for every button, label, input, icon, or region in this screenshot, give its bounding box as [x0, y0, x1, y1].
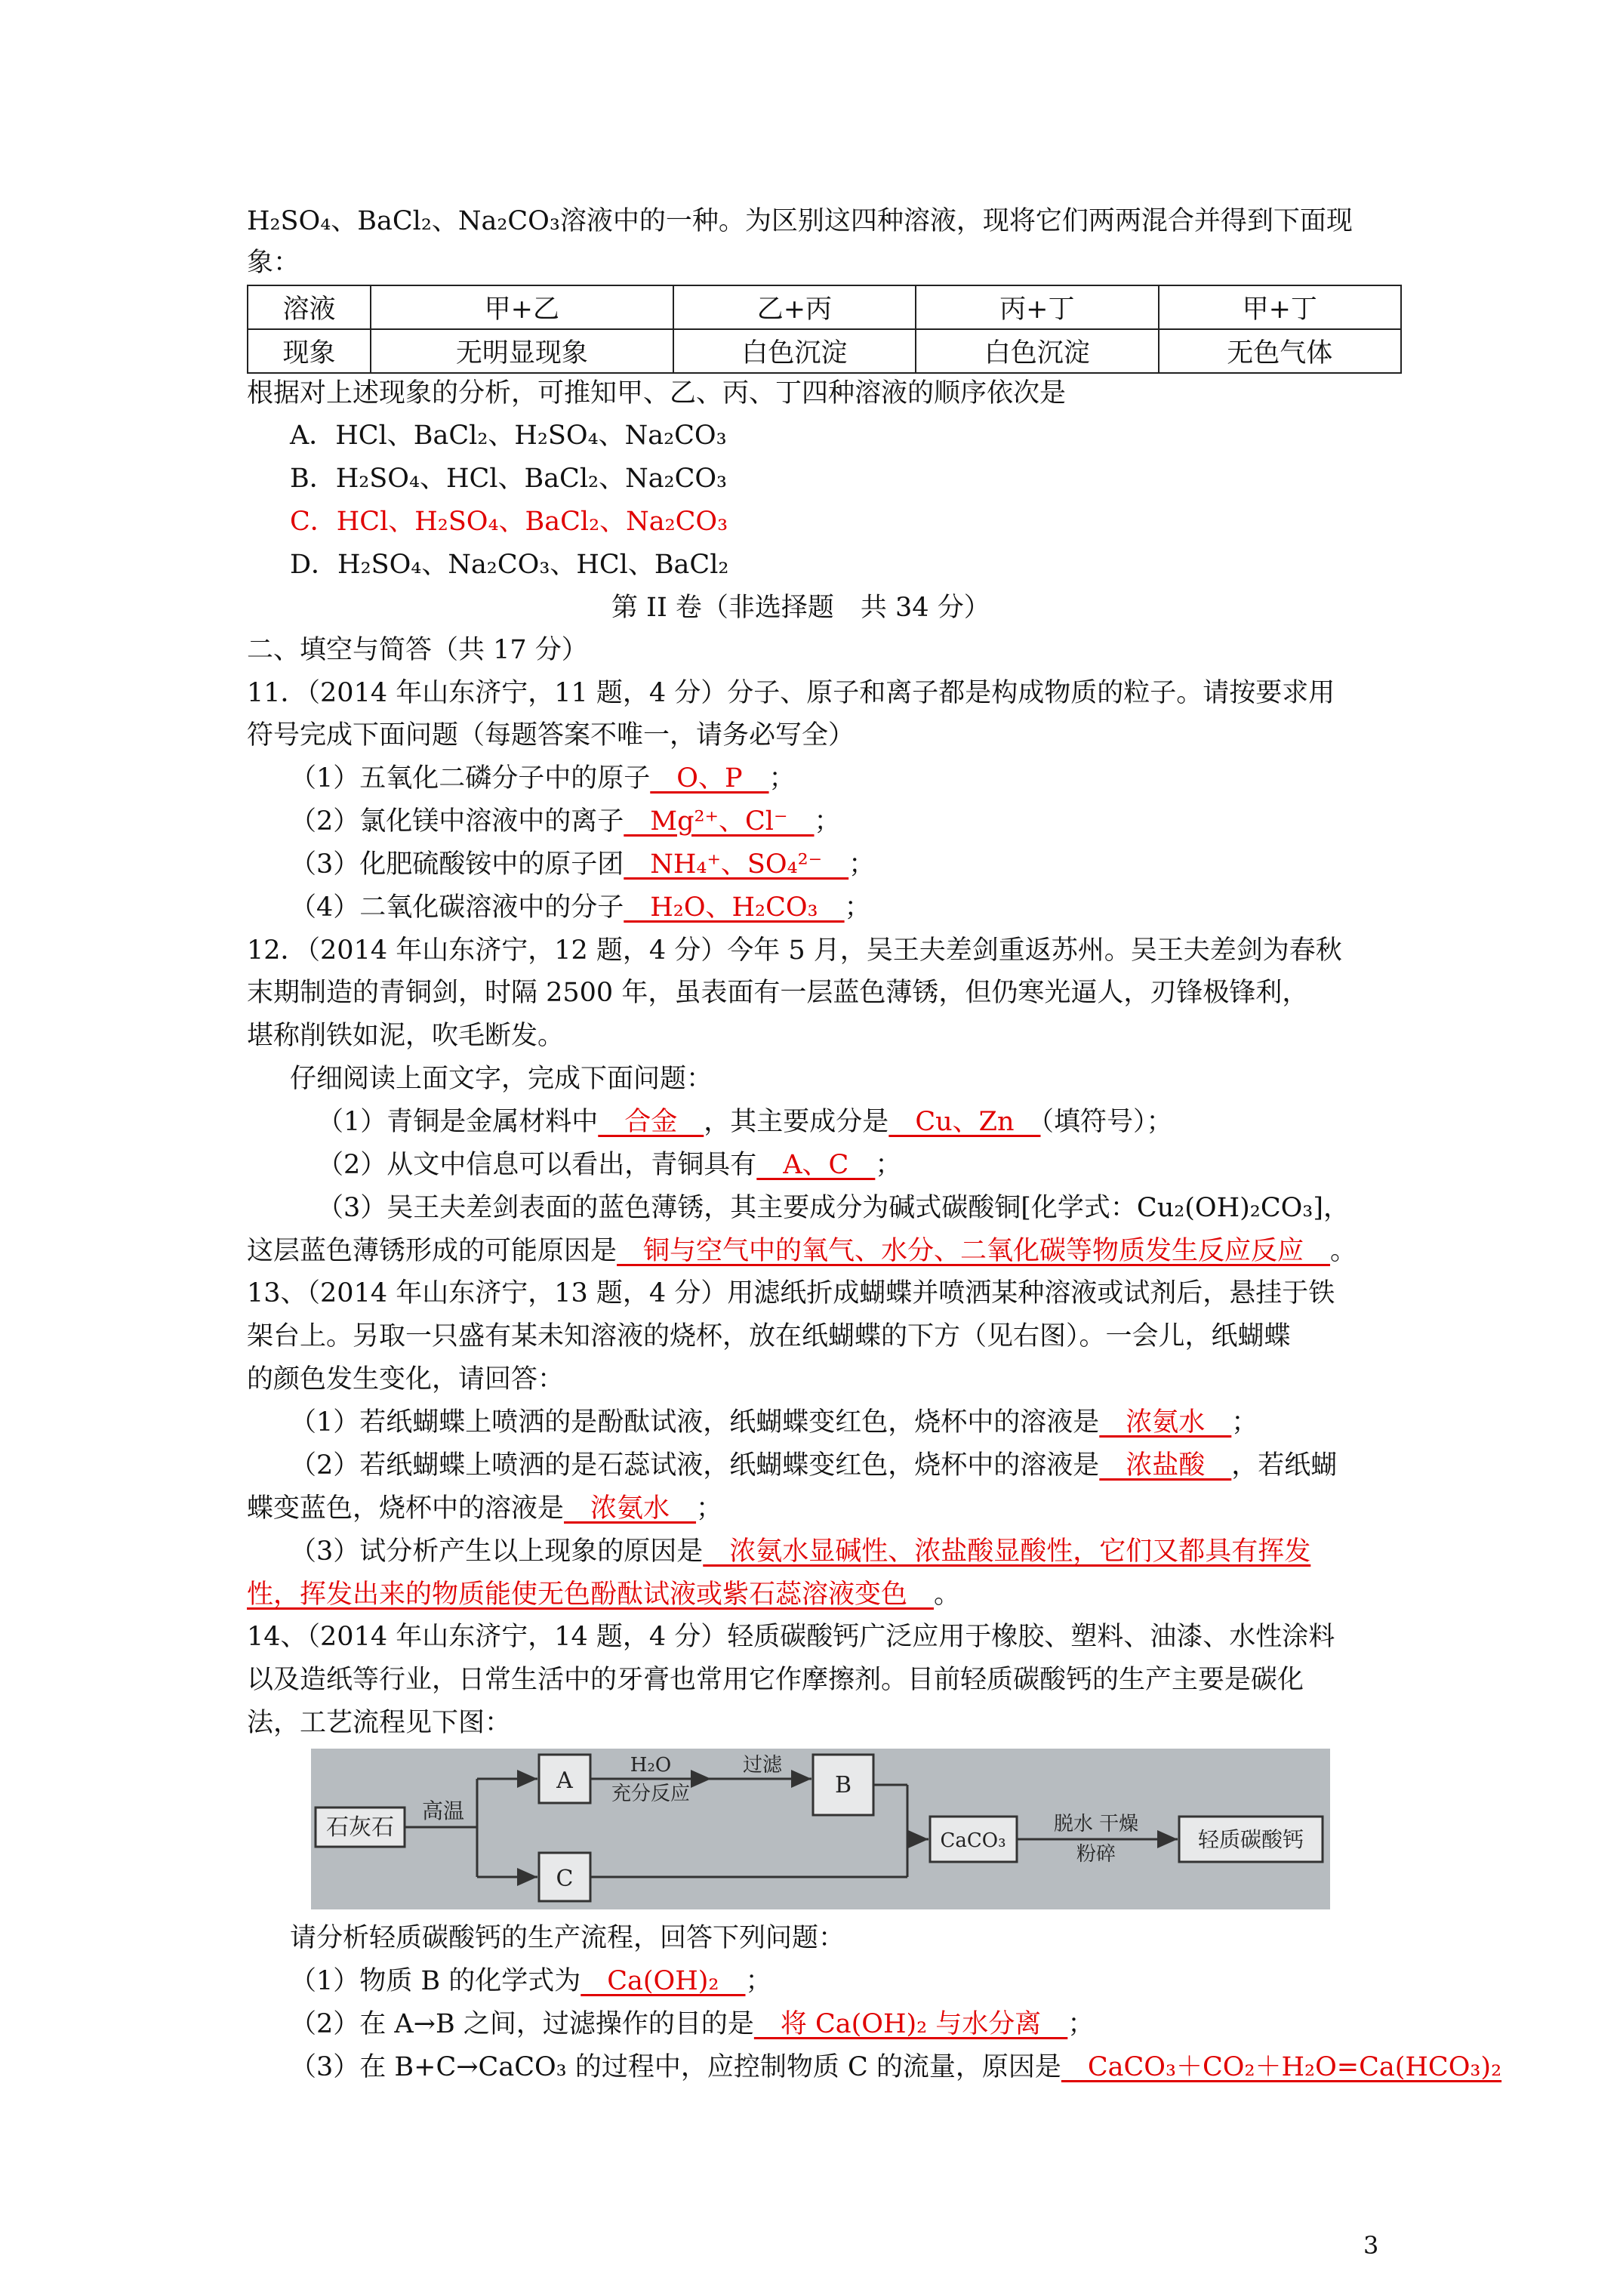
high-temp-label: 高温	[421, 1798, 465, 1823]
q10-stem: 根据对上述现象的分析，可推知甲、乙、丙、丁四种溶液的顺序依次是	[247, 378, 1067, 408]
q10-option-d: D．H₂SO₄、Na₂CO₃、HCl、BaCl₂	[290, 550, 729, 580]
answer: H₂O、H₂CO₃	[624, 892, 845, 923]
answer: 浓氨水	[564, 1493, 697, 1524]
q12-read-instruction: 仔细阅读上面文字，完成下面问题：	[290, 1064, 713, 1094]
box-a-label: A	[556, 1767, 573, 1794]
q14-item-2: （2）在 A→B 之间，过滤操作的目的是 将 Ca(OH)₂ 与水分离 ；	[290, 2009, 1095, 2039]
q12-stem-3: 堪称削铁如泥，吹毛断发。	[247, 1021, 565, 1051]
answer: 浓盐酸	[1099, 1450, 1232, 1481]
answer: Mg²⁺、Cl⁻	[624, 806, 815, 837]
q12-stem-1: 12．（2014 年山东济宁，12 题，4 分）今年 5 月，吴王夫差剑重返苏州。吴王夫差剑为春秋	[247, 935, 1342, 966]
q13-item-3: （3）试分析产生以上现象的原因是 浓氨水显碱性、浓盐酸显酸性，它们又都具有挥发	[290, 1536, 1311, 1567]
table-cell: 溶液	[248, 285, 371, 329]
q11-item-2: （2）氯化镁中溶液中的离子 Mg²⁺、Cl⁻ ；	[290, 806, 841, 837]
q13-item-2-continued: 蝶变蓝色，烧杯中的溶液是 浓氨水 ；	[247, 1493, 723, 1524]
intro-line-2: 象：	[247, 248, 300, 278]
q12-item-3: （3）吴王夫差剑表面的蓝色薄锈，其主要成分为碱式碳酸铜[化学式：Cu₂(OH)₂CO₃]，	[317, 1193, 1350, 1223]
q13-stem-1: 13、（2014 年山东济宁，13 题，4 分）用滤纸折成蝴蝶并喷洒某种溶液或试剂后，悬挂于铁	[247, 1278, 1335, 1308]
q11-item-3: （3）化肥硫酸铵中的原子团 NH₄⁺、SO₄²⁻ ；	[290, 849, 876, 880]
table-cell: 乙+丙	[673, 285, 916, 329]
q11-item-1: （1）五氧化二磷分子中的原子 O、P ；	[290, 763, 796, 794]
q12-item-3-answer-line: 这层蓝色薄锈形成的可能原因是 铜与空气中的氧气、水分、二氧化碳等物质发生反应反应 。	[247, 1236, 1357, 1266]
answer: Cu、Zn	[888, 1107, 1041, 1137]
table-cell: 甲+乙	[371, 285, 673, 329]
answer: 浓氨水	[1099, 1407, 1232, 1438]
q12-item-1: （1）青铜是金属材料中 合金 ，其主要成分是 Cu、Zn （填符号）；	[317, 1107, 1173, 1137]
q13-item-2: （2）若纸蝴蝶上喷洒的是石蕊试液，纸蝴蝶变红色，烧杯中的溶液是 浓盐酸 ，若纸蝴	[290, 1450, 1338, 1481]
filter-label: 过滤	[742, 1754, 783, 1777]
q13-item-3-continued: 性，挥发出来的物质能使无色酚酞试液或紫石蕊溶液变色 。	[247, 1579, 961, 1610]
q14-stem-1: 14、（2014 年山东济宁，14 题，4 分）轻质碳酸钙广泛应用于橡胶、塑料、油漆、水性涂料	[247, 1622, 1335, 1652]
crush-label: 粉碎	[1076, 1843, 1116, 1866]
box-c-label: C	[556, 1866, 574, 1892]
answer: 性，挥发出来的物质能使无色酚酞试液或紫石蕊溶液变色	[247, 1579, 935, 1610]
answer: A、C	[756, 1150, 876, 1180]
section-title: 第 II 卷（非选择题 共 34 分）	[611, 593, 990, 623]
table-cell: 白色沉淀	[916, 329, 1158, 373]
q11-stem-2: 符号完成下面问题（每题答案不唯一，请务必写全）	[247, 720, 855, 750]
table-cell: 无明显现象	[371, 329, 673, 373]
table-cell: 白色沉淀	[673, 329, 916, 373]
q10-option-c: C．HCl、H₂SO₄、BaCl₂、Na₂CO₃	[290, 507, 728, 537]
section-heading: 二、填空与简答（共 17 分）	[247, 635, 588, 665]
answer: Ca(OH)₂	[581, 1966, 746, 1996]
answer: 浓氨水显碱性、浓盐酸显酸性，它们又都具有挥发	[703, 1536, 1311, 1567]
q11-stem-1: 11．（2014 年山东济宁，11 题，4 分）分子、原子和离子都是构成物质的粒子。请按要求用	[247, 678, 1335, 708]
q14-stem-2: 以及造纸等行业，日常生活中的牙膏也常用它作摩擦剂。目前轻质碳酸钙的生产主要是碳化	[247, 1665, 1304, 1695]
answer: CaCO₃＋CO₂＋H₂O=Ca(HCO₃)₂	[1061, 2052, 1502, 2082]
box-caco3-label: CaCO₃	[940, 1829, 1006, 1852]
answer: 合金	[598, 1107, 704, 1137]
answer: 将 Ca(OH)₂ 与水分离	[753, 2009, 1068, 2039]
intro-line-1: H₂SO₄、BaCl₂、Na₂CO₃溶液中的一种。为区别这四种溶液，现将它们两两混合并得到下面现	[247, 206, 1353, 236]
box-product-label: 轻质碳酸钙	[1197, 1827, 1304, 1852]
observation-table	[247, 285, 1402, 374]
answer: NH₄⁺、SO₄²⁻	[624, 849, 849, 880]
table-row	[248, 329, 1401, 373]
q12-stem-2: 末期制造的青铜剑，时隔 2500 年，虽表面有一层蓝色薄锈，但仍寒光逼人，刃锋极锋利，	[247, 978, 1309, 1008]
react-label: 充分反应	[611, 1783, 691, 1805]
q14-item-3: （3）在 B+C→CaCO₃ 的过程中，应控制物质 C 的流量，原因是 CaCO₃＋CO₂＋H₂O=Ca(HCO₃)₂	[290, 2052, 1502, 2082]
q13-item-1: （1）若纸蝴蝶上喷洒的是酚酞试液，纸蝴蝶变红色，烧杯中的溶液是 浓氨水 ；	[290, 1407, 1258, 1438]
q14-item-1: （1）物质 B 的化学式为 Ca(OH)₂ ；	[290, 1966, 772, 1996]
q12-item-2: （2）从文中信息可以看出，青铜具有 A、C ；	[317, 1150, 902, 1180]
table-cell: 甲+丁	[1159, 285, 1401, 329]
q13-stem-2: 架台上。另取一只盛有某未知溶液的烧杯，放在纸蝴蝶的下方（见右图）。一会儿，纸蝴蝶	[247, 1321, 1291, 1351]
table-cell: 丙+丁	[916, 285, 1158, 329]
q10-option-b: B．H₂SO₄、HCl、BaCl₂、Na₂CO₃	[290, 464, 728, 494]
water-label: H₂O	[630, 1754, 672, 1777]
q10-option-a: A．HCl、BaCl₂、H₂SO₄、Na₂CO₃	[290, 421, 727, 451]
page-number: 3	[1363, 2231, 1379, 2260]
answer: 铜与空气中的氧气、水分、二氧化碳等物质发生反应反应	[617, 1236, 1331, 1266]
q13-stem-3: 的颜色发生变化，请回答：	[247, 1364, 565, 1395]
table-cell: 无色气体	[1159, 329, 1401, 373]
q14-stem-3: 法，工艺流程见下图：	[247, 1708, 512, 1738]
table-header-row	[248, 285, 1401, 329]
q11-item-4: （4）二氧化碳溶液中的分子 H₂O、H₂CO₃ ；	[290, 892, 871, 923]
answer: O、P	[650, 763, 769, 794]
process-flow-diagram	[311, 1749, 1330, 1909]
table-cell: 现象	[248, 329, 371, 373]
q14-analyze: 请分析轻质碳酸钙的生产流程，回答下列问题：	[290, 1923, 845, 1953]
limestone-label: 石灰石	[326, 1814, 394, 1841]
dry-label: 脱水 干燥	[1053, 1813, 1139, 1835]
box-b-label: B	[834, 1772, 852, 1798]
